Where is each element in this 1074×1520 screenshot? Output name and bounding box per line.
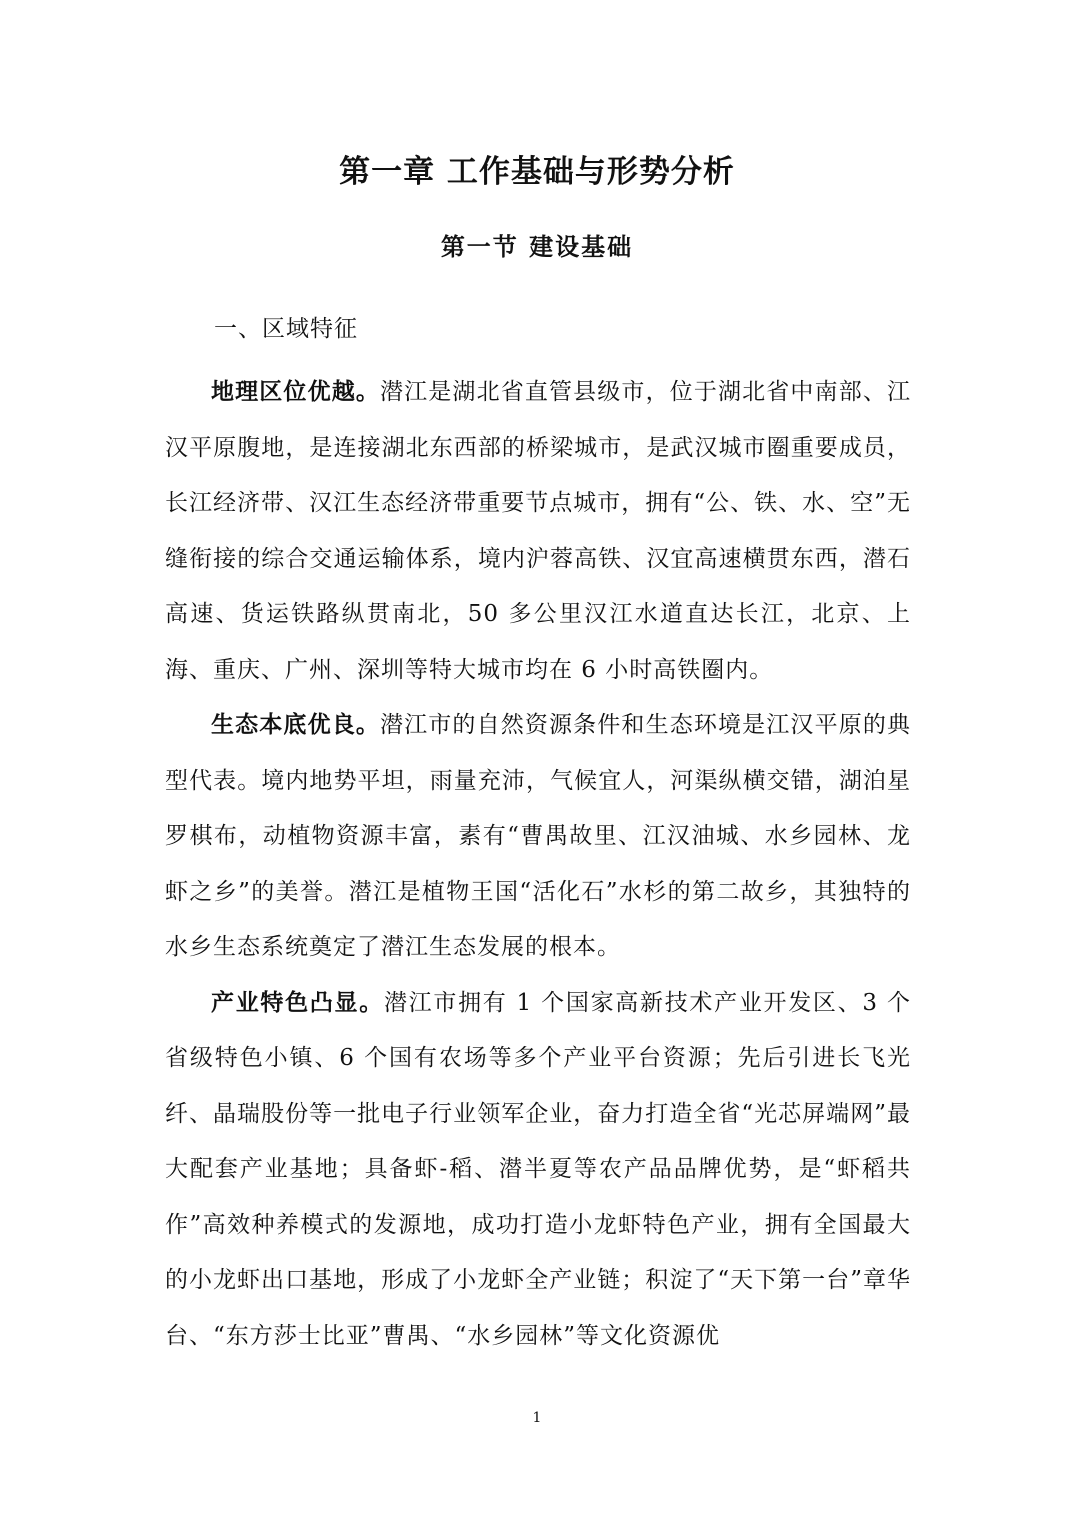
paragraph-lead: 地理区位优越。 xyxy=(211,379,380,405)
paragraph-industry xyxy=(165,976,911,1365)
paragraph-lead: 产业特色凸显。 xyxy=(211,989,384,1016)
paragraph-text: 潜江市的自然资源条件和生态环境是江汉平原的典型代表。境内地势平坦，雨量充沛，气候宜人，河渠纵横交错，湖泊星罗棋布，动植物资源丰富，素有“曹禺故里、江汉油城、水乡园林、龙虾之乡”的美誉。潜江是植物王国“活化石”水杉的第二故乡，其独特的水乡生态系统奠定了潜江生态发展的根本。 xyxy=(165,712,911,960)
paragraph-text: 潜江是湖北省直管县级市，位于湖北省中南部、江汉平原腹地，是连接湖北东西部的桥梁城市，是武汉城市圈重要成员，长江经济带、汉江生态经济带重要节点城市，拥有“公、铁、水、空”无缝衔接的综合交通运输体系，境内沪蓉高铁、汉宜高速横贯东西，潜石高速、货运铁路纵贯南北，50 多公里汉江水道直达长江，北京、上海、重庆、广州、深圳等特大城市均在 6 小时高铁圈内。 xyxy=(165,379,911,683)
body-text xyxy=(165,365,911,1364)
subsection-heading: 一、区域特征 xyxy=(214,316,358,342)
section-title: 第一节 建设基础 xyxy=(440,232,634,261)
paragraph-geography xyxy=(165,365,911,698)
chapter-title: 第一章 工作基础与形势分析 xyxy=(339,154,735,190)
paragraph-text: 潜江市拥有 1 个国家高新技术产业开发区、3 个省级特色小镇、6 个国有农场等多个产业平台资源；先后引进长飞光纤、晶瑞股份等一批电子行业领军企业，奋力打造全省“光芯屏端网”最大配套产业基地；具备虾-稻、潜半夏等农产品品牌优势，是“虾稻共作”高效种养模式的发源地，成功打造小龙虾特色产业，拥有全国最大的小龙虾出口基地，形成了小龙虾全产业链；积淀了“天下第一台”章华台、“东方莎士比亚”曹禺、“水乡园林”等文化资源优 xyxy=(165,989,912,1349)
page-number: 1 xyxy=(532,1410,542,1426)
paragraph-lead: 生态本底优良。 xyxy=(211,712,380,738)
paragraph-ecology xyxy=(165,698,911,976)
